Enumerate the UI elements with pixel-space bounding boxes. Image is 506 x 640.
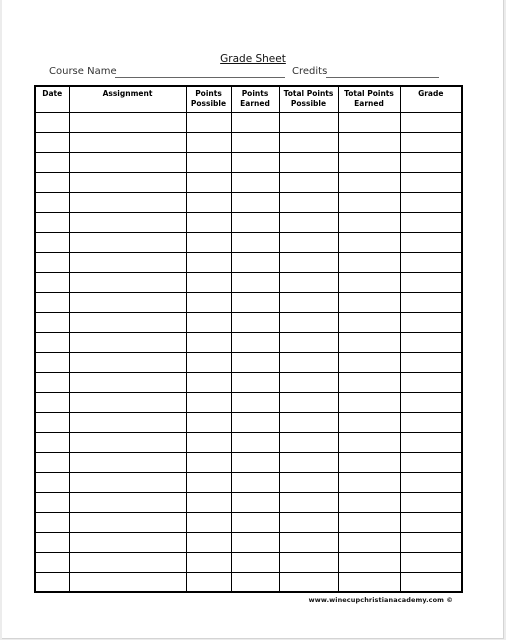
cell-total-points-possible[interactable] <box>279 252 338 272</box>
cell-points-possible[interactable] <box>186 352 231 372</box>
cell-points-earned[interactable] <box>231 132 279 152</box>
cell-points-possible[interactable] <box>186 512 231 532</box>
cell-date[interactable] <box>35 352 69 372</box>
table-row <box>35 372 462 392</box>
cell-total-points-possible[interactable] <box>279 232 338 252</box>
cell-points-possible[interactable] <box>186 332 231 352</box>
cell-points-possible[interactable] <box>186 492 231 512</box>
cell-total-points-earned[interactable] <box>338 472 400 492</box>
cell-date[interactable] <box>35 272 69 292</box>
cell-points-earned[interactable] <box>231 212 279 232</box>
table-row <box>35 252 462 272</box>
cell-total-points-possible[interactable] <box>279 292 338 312</box>
header-total-points-possible: Total Points Possible <box>279 86 338 112</box>
cell-date[interactable] <box>35 452 69 472</box>
table-row <box>35 332 462 352</box>
cell-total-points-earned[interactable] <box>338 112 400 132</box>
grade-table <box>34 85 463 593</box>
cell-grade[interactable] <box>400 452 462 472</box>
cell-points-earned[interactable] <box>231 532 279 552</box>
cell-assignment[interactable] <box>69 352 186 372</box>
cell-total-points-earned[interactable] <box>338 312 400 332</box>
cell-date[interactable] <box>35 472 69 492</box>
cell-total-points-earned[interactable] <box>338 352 400 372</box>
cell-grade[interactable] <box>400 492 462 512</box>
cell-points-earned[interactable] <box>231 272 279 292</box>
cell-total-points-possible[interactable] <box>279 492 338 512</box>
cell-grade[interactable] <box>400 392 462 412</box>
cell-total-points-possible[interactable] <box>279 532 338 552</box>
header-points-possible: Points Possible <box>186 86 231 112</box>
cell-date[interactable] <box>35 372 69 392</box>
cell-assignment[interactable] <box>69 412 186 432</box>
cell-points-possible[interactable] <box>186 392 231 412</box>
cell-assignment[interactable] <box>69 472 186 492</box>
cell-grade[interactable] <box>400 312 462 332</box>
cell-grade[interactable] <box>400 352 462 372</box>
cell-assignment[interactable] <box>69 132 186 152</box>
cell-total-points-earned[interactable] <box>338 412 400 432</box>
cell-grade[interactable] <box>400 472 462 492</box>
cell-points-earned[interactable] <box>231 352 279 372</box>
cell-points-possible[interactable] <box>186 152 231 172</box>
cell-total-points-earned[interactable] <box>338 532 400 552</box>
cell-grade[interactable] <box>400 412 462 432</box>
cell-grade[interactable] <box>400 272 462 292</box>
cell-grade[interactable] <box>400 292 462 312</box>
table-row <box>35 132 462 152</box>
cell-total-points-possible[interactable] <box>279 212 338 232</box>
cell-points-possible[interactable] <box>186 412 231 432</box>
cell-points-earned[interactable] <box>231 552 279 572</box>
cell-assignment[interactable] <box>69 152 186 172</box>
table-row <box>35 472 462 492</box>
cell-date[interactable] <box>35 552 69 572</box>
credits-label: Credits <box>292 66 328 77</box>
cell-points-earned[interactable] <box>231 452 279 472</box>
cell-date[interactable] <box>35 192 69 212</box>
cell-date[interactable] <box>35 212 69 232</box>
cell-date[interactable] <box>35 172 69 192</box>
table-row <box>35 412 462 432</box>
cell-points-earned[interactable] <box>231 512 279 532</box>
cell-points-possible[interactable] <box>186 132 231 152</box>
table-row <box>35 352 462 372</box>
cell-total-points-earned[interactable] <box>338 452 400 472</box>
cell-total-points-possible[interactable] <box>279 372 338 392</box>
cell-total-points-earned[interactable] <box>338 152 400 172</box>
table-header-row <box>35 86 462 112</box>
cell-assignment[interactable] <box>69 332 186 352</box>
cell-assignment[interactable] <box>69 272 186 292</box>
cell-grade[interactable] <box>400 332 462 352</box>
cell-date[interactable] <box>35 132 69 152</box>
course-info-line <box>49 66 449 80</box>
table-row <box>35 432 462 452</box>
cell-assignment[interactable] <box>69 452 186 472</box>
cell-total-points-possible[interactable] <box>279 172 338 192</box>
table-row <box>35 552 462 572</box>
cell-grade[interactable] <box>400 432 462 452</box>
cell-grade[interactable] <box>400 212 462 232</box>
cell-date[interactable] <box>35 412 69 432</box>
cell-total-points-possible[interactable] <box>279 552 338 572</box>
cell-total-points-earned[interactable] <box>338 272 400 292</box>
cell-points-earned[interactable] <box>231 252 279 272</box>
cell-assignment[interactable] <box>69 292 186 312</box>
cell-points-earned[interactable] <box>231 372 279 392</box>
cell-date[interactable] <box>35 392 69 412</box>
cell-grade[interactable] <box>400 512 462 532</box>
footer-website: www.winecupchristianacademy.com © <box>308 596 453 604</box>
cell-grade[interactable] <box>400 132 462 152</box>
cell-points-possible[interactable] <box>186 532 231 552</box>
cell-date[interactable] <box>35 112 69 132</box>
cell-points-earned[interactable] <box>231 472 279 492</box>
cell-assignment[interactable] <box>69 232 186 252</box>
table-row <box>35 152 462 172</box>
cell-points-earned[interactable] <box>231 312 279 332</box>
cell-total-points-possible[interactable] <box>279 332 338 352</box>
cell-total-points-possible[interactable] <box>279 132 338 152</box>
cell-date[interactable] <box>35 432 69 452</box>
cell-assignment[interactable] <box>69 372 186 392</box>
cell-points-possible[interactable] <box>186 312 231 332</box>
cell-assignment[interactable] <box>69 172 186 192</box>
cell-grade[interactable] <box>400 152 462 172</box>
cell-points-possible[interactable] <box>186 552 231 572</box>
table-row <box>35 532 462 552</box>
cell-points-earned[interactable] <box>231 292 279 312</box>
table-row <box>35 232 462 252</box>
table-row <box>35 112 462 132</box>
cell-points-possible[interactable] <box>186 452 231 472</box>
cell-grade[interactable] <box>400 192 462 212</box>
cell-points-earned[interactable] <box>231 572 279 592</box>
table-row <box>35 292 462 312</box>
cell-points-possible[interactable] <box>186 372 231 392</box>
table-row <box>35 492 462 512</box>
cell-points-earned[interactable] <box>231 412 279 432</box>
cell-points-earned[interactable] <box>231 392 279 412</box>
cell-date[interactable] <box>35 332 69 352</box>
cell-points-earned[interactable] <box>231 432 279 452</box>
cell-total-points-earned[interactable] <box>338 572 400 592</box>
course-name-field[interactable] <box>115 77 285 78</box>
header-date: Date <box>35 86 69 112</box>
header-points-earned: Points Earned <box>231 86 279 112</box>
cell-points-possible[interactable] <box>186 112 231 132</box>
cell-grade[interactable] <box>400 572 462 592</box>
table-row <box>35 272 462 292</box>
cell-grade[interactable] <box>400 112 462 132</box>
cell-total-points-earned[interactable] <box>338 232 400 252</box>
cell-total-points-possible[interactable] <box>279 452 338 472</box>
cell-total-points-earned[interactable] <box>338 132 400 152</box>
cell-date[interactable] <box>35 572 69 592</box>
cell-date[interactable] <box>35 152 69 172</box>
table-row <box>35 172 462 192</box>
cell-total-points-earned[interactable] <box>338 332 400 352</box>
cell-points-earned[interactable] <box>231 172 279 192</box>
cell-total-points-possible[interactable] <box>279 432 338 452</box>
table-row <box>35 312 462 332</box>
cell-total-points-earned[interactable] <box>338 512 400 532</box>
header-total-points-earned: Total Points Earned <box>338 86 400 112</box>
cell-date[interactable] <box>35 252 69 272</box>
cell-points-possible[interactable] <box>186 252 231 272</box>
cell-points-possible[interactable] <box>186 472 231 492</box>
cell-points-possible[interactable] <box>186 572 231 592</box>
cell-assignment[interactable] <box>69 392 186 412</box>
cell-total-points-earned[interactable] <box>338 492 400 512</box>
table-row <box>35 512 462 532</box>
cell-points-possible[interactable] <box>186 192 231 212</box>
cell-total-points-earned[interactable] <box>338 172 400 192</box>
cell-points-possible[interactable] <box>186 172 231 192</box>
cell-points-earned[interactable] <box>231 232 279 252</box>
cell-total-points-possible[interactable] <box>279 112 338 132</box>
cell-assignment[interactable] <box>69 552 186 572</box>
cell-points-earned[interactable] <box>231 332 279 352</box>
cell-total-points-earned[interactable] <box>338 252 400 272</box>
cell-assignment[interactable] <box>69 512 186 532</box>
cell-total-points-possible[interactable] <box>279 472 338 492</box>
cell-assignment[interactable] <box>69 532 186 552</box>
cell-date[interactable] <box>35 532 69 552</box>
cell-points-possible[interactable] <box>186 232 231 252</box>
cell-assignment[interactable] <box>69 112 186 132</box>
cell-date[interactable] <box>35 492 69 512</box>
cell-date[interactable] <box>35 292 69 312</box>
table-row <box>35 212 462 232</box>
cell-total-points-earned[interactable] <box>338 552 400 572</box>
cell-total-points-possible[interactable] <box>279 152 338 172</box>
cell-total-points-possible[interactable] <box>279 312 338 332</box>
credits-field[interactable] <box>326 77 439 78</box>
cell-assignment[interactable] <box>69 492 186 512</box>
course-name-label: Course Name <box>49 66 117 77</box>
cell-points-earned[interactable] <box>231 112 279 132</box>
cell-grade[interactable] <box>400 532 462 552</box>
cell-date[interactable] <box>35 312 69 332</box>
grade-table-body <box>35 112 462 592</box>
cell-total-points-possible[interactable] <box>279 572 338 592</box>
table-row <box>35 452 462 472</box>
header-assignment: Assignment <box>69 86 186 112</box>
cell-assignment[interactable] <box>69 252 186 272</box>
cell-total-points-possible[interactable] <box>279 192 338 212</box>
table-row <box>35 392 462 412</box>
cell-points-earned[interactable] <box>231 192 279 212</box>
cell-grade[interactable] <box>400 552 462 572</box>
table-row <box>35 192 462 212</box>
cell-grade[interactable] <box>400 232 462 252</box>
cell-points-possible[interactable] <box>186 432 231 452</box>
header-grade: Grade <box>400 86 462 112</box>
cell-grade[interactable] <box>400 372 462 392</box>
cell-total-points-possible[interactable] <box>279 512 338 532</box>
cell-points-possible[interactable] <box>186 212 231 232</box>
cell-total-points-possible[interactable] <box>279 392 338 412</box>
cell-total-points-earned[interactable] <box>338 432 400 452</box>
cell-total-points-earned[interactable] <box>338 192 400 212</box>
cell-assignment[interactable] <box>69 312 186 332</box>
cell-points-earned[interactable] <box>231 152 279 172</box>
cell-assignment[interactable] <box>69 432 186 452</box>
cell-total-points-earned[interactable] <box>338 212 400 232</box>
cell-assignment[interactable] <box>69 212 186 232</box>
cell-grade[interactable] <box>400 252 462 272</box>
cell-total-points-possible[interactable] <box>279 412 338 432</box>
cell-total-points-earned[interactable] <box>338 292 400 312</box>
cell-points-earned[interactable] <box>231 492 279 512</box>
sheet-title: Grade Sheet <box>220 53 286 65</box>
cell-points-possible[interactable] <box>186 272 231 292</box>
cell-total-points-earned[interactable] <box>338 392 400 412</box>
table-row <box>35 572 462 592</box>
cell-grade[interactable] <box>400 172 462 192</box>
cell-date[interactable] <box>35 232 69 252</box>
cell-points-possible[interactable] <box>186 292 231 312</box>
cell-total-points-earned[interactable] <box>338 372 400 392</box>
cell-total-points-possible[interactable] <box>279 352 338 372</box>
cell-total-points-possible[interactable] <box>279 272 338 292</box>
cell-assignment[interactable] <box>69 192 186 212</box>
cell-assignment[interactable] <box>69 572 186 592</box>
cell-date[interactable] <box>35 512 69 532</box>
